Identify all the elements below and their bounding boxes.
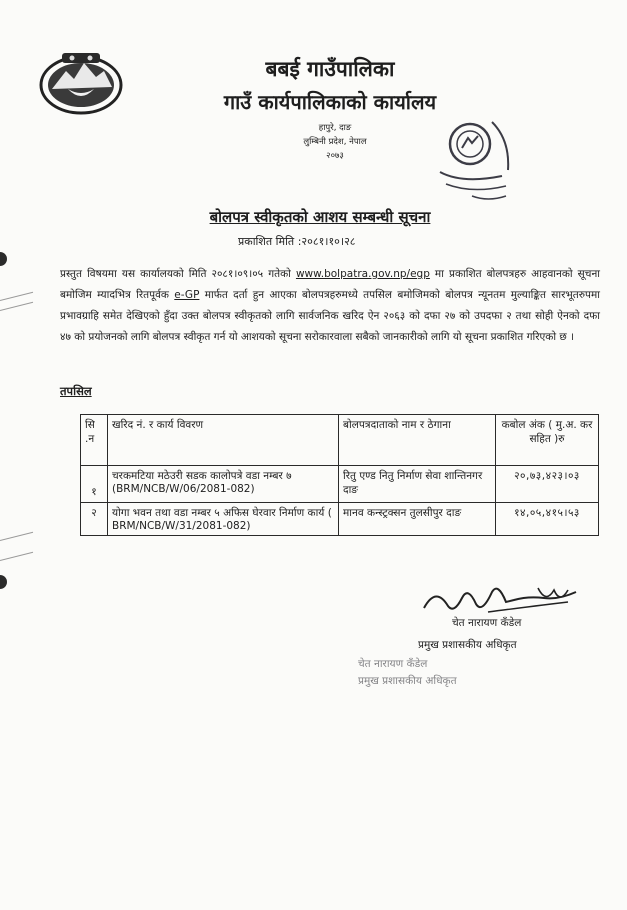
cell-description: चरकमटिया मठेउरी सडक कालोपत्रे वडा नम्बर ७ (BRM/NCB/W/06/2081-082) bbox=[108, 466, 339, 503]
stamp-title: प्रमुख प्रशासकीय अधिकृत bbox=[358, 675, 457, 687]
egp-link[interactable]: www.bolpatra.gov.np/egp bbox=[295, 268, 430, 280]
cell-sn bbox=[81, 466, 108, 503]
name-stamp bbox=[358, 656, 457, 690]
address-line: २०७३ bbox=[326, 151, 344, 161]
table-row bbox=[81, 466, 599, 503]
binder-hole bbox=[0, 252, 7, 266]
address-line: हापुरे, दाङ bbox=[318, 123, 352, 133]
signature-icon bbox=[418, 578, 588, 618]
binder-mark bbox=[0, 532, 33, 541]
body-text-part: मार्फत दर्ता हुन आएका बोलपत्रहरुमध्ये तपसिल बमोजिमको बोलपत्र न्यूनतम मुल्याङ्कित सारभूतरुपमा प्रभावग्राहि समेत देखिएको हुँदा उक्त बोलपत्र स्वीकृतको लागि सार्वजनिक खरिद ऐन २०६३ को दफा २७ को उपदफा २ तथा सोही ऐनको दफा ४७ को प्रयोजनको लागि बोलपत्र स्वीकृत गर्न यो आशयको सूचना सरोकारवाला सबैको जानकारीको लागि यो सूचना प्रकाशित गरिएको छ । bbox=[60, 289, 600, 343]
binder-mark bbox=[0, 292, 33, 301]
signatory-name: चेत नारायण कँडेल bbox=[452, 617, 522, 629]
stamp-name: चेत नारायण कँडेल bbox=[358, 658, 428, 670]
government-emblem-icon bbox=[38, 45, 124, 117]
published-label: प्रकाशित मिति : bbox=[238, 235, 302, 248]
office-subtitle: गाउँ कार्यपालिकाको कार्यालय bbox=[223, 90, 437, 114]
office-name: बबई गाउँपालिका bbox=[265, 57, 395, 81]
body-text-part: मा प्रकाशित बोलपत्रहरु आहवानको सूचना बमोजिम म्यादभित्र रितपूर्वक bbox=[60, 268, 600, 301]
row-sn: २ bbox=[91, 507, 97, 519]
header-sn: सि .न bbox=[81, 415, 108, 466]
office-stamp-icon bbox=[432, 110, 524, 206]
cell-amount bbox=[496, 466, 599, 503]
signatory-title: प्रमुख प्रशासकीय अधिकृत bbox=[418, 639, 517, 651]
header-description: खरिद नं. र कार्य विवरण bbox=[108, 415, 339, 466]
cell-amount bbox=[496, 503, 599, 536]
header-amount: कबोल अंक ( मु.अ. कर सहित )रु bbox=[496, 415, 599, 466]
header-bidder: बोलपत्रदाताको नाम र ठेगाना bbox=[339, 415, 496, 466]
cell-sn bbox=[81, 503, 108, 536]
row-amount: २०,७३,४२३।०३ bbox=[514, 470, 580, 482]
body-text-part: प्रस्तुत विषयमा यस कार्यालयको मिति २०८१।०९।०५ गतेको bbox=[60, 268, 296, 280]
address-line: लुम्बिनी प्रदेश, नेपाल bbox=[303, 137, 367, 147]
section-heading: तपसिल bbox=[60, 384, 92, 398]
published-date-value: २०८१।१०।२८ bbox=[301, 235, 356, 248]
binder-hole bbox=[0, 575, 7, 589]
binder-mark bbox=[0, 302, 33, 311]
table-header-row bbox=[81, 415, 599, 466]
binder-mark bbox=[0, 552, 33, 561]
cell-description: योगा भवन तथा वडा नम्बर ५ अफिस घेरवार निर्माण कार्य ( BRM/NCB/W/31/2081-082) bbox=[108, 503, 339, 536]
row-sn: १ bbox=[91, 486, 97, 498]
notice-title: बोलपत्र स्वीकृतको आशय सम्बन्धी सूचना bbox=[209, 208, 431, 226]
bid-table bbox=[80, 414, 599, 536]
row-amount: १४,०५,४१५।५३ bbox=[514, 507, 580, 519]
published-date bbox=[238, 234, 356, 249]
table-row bbox=[81, 503, 599, 536]
cell-bidder: मानव कन्स्ट्रक्सन तुलसीपुर दाङ bbox=[339, 503, 496, 536]
cell-bidder: रितु एण्ड नितु निर्माण सेवा शान्तिनगर दाङ bbox=[339, 466, 496, 503]
egp-label: e-GP bbox=[174, 289, 200, 301]
notice-body bbox=[60, 264, 600, 348]
